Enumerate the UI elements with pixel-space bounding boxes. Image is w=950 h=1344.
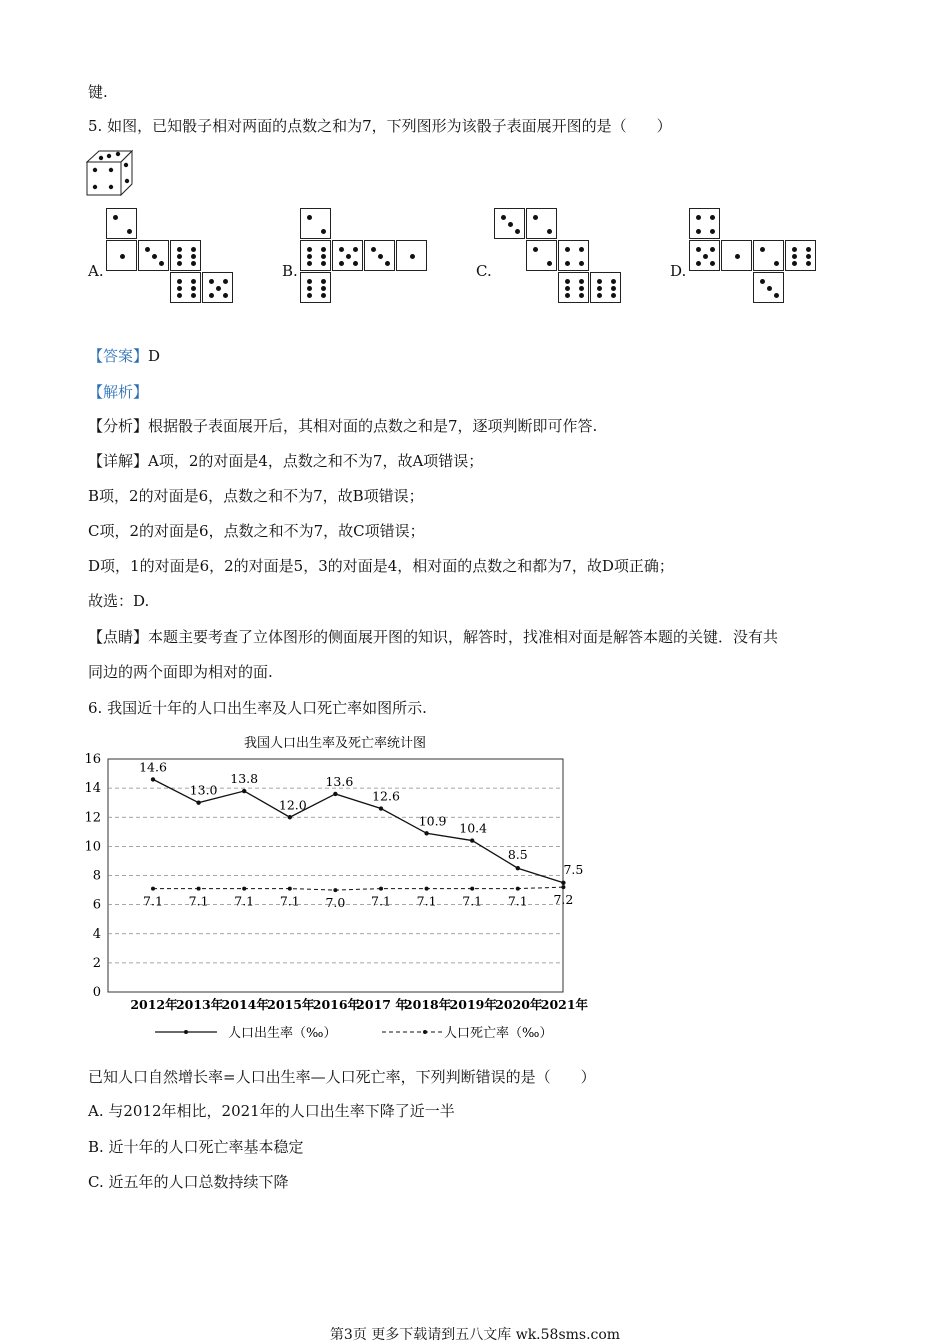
d-line: D项，1的对面是6，2的对面是5，3的对面是4，相对面的点数之和都为7，故D项正确； [88, 557, 674, 575]
page-footer: 第3页 更多下载请到五八文库 wk.58sms.com [329, 1327, 621, 1343]
birth-point [470, 838, 474, 842]
net-face [170, 272, 201, 303]
pip [611, 286, 616, 291]
pip [792, 254, 797, 259]
pip [177, 247, 182, 252]
x-tick-label: 2012年 [130, 997, 178, 1012]
net-face [590, 272, 621, 303]
pip [378, 254, 383, 259]
pip [565, 279, 570, 284]
death-data-label: 7.1 [279, 893, 300, 909]
x-tick-label: 2015年 [267, 997, 315, 1012]
answer-value: D [148, 347, 161, 365]
c-line: C项，2的对面是6，点数之和不为7，故C项错误； [88, 522, 425, 540]
pip [307, 254, 312, 259]
pip [611, 293, 616, 298]
pip [696, 229, 701, 234]
net-face [364, 240, 395, 271]
pip [735, 254, 740, 259]
pip [191, 261, 196, 266]
death-data-label: 7.1 [143, 893, 163, 909]
pip [410, 254, 415, 259]
pip [339, 247, 344, 252]
pip [159, 261, 164, 266]
birth-point [424, 831, 428, 835]
net-face [494, 208, 525, 239]
birth-data-label: 12.0 [278, 797, 307, 813]
birth-point [561, 881, 565, 885]
pip [127, 229, 132, 234]
die-illustration [86, 150, 136, 196]
pip [579, 261, 584, 266]
death-data-label: 7.1 [188, 893, 209, 909]
death-data-label: 7.1 [507, 893, 528, 909]
net-face [106, 240, 137, 271]
pip [321, 293, 326, 298]
pip [565, 293, 570, 298]
pip [501, 215, 506, 220]
legend-death-marker [423, 1030, 427, 1034]
net-face [558, 240, 589, 271]
death-point [561, 885, 565, 889]
y-tick-label: 2 [92, 955, 101, 971]
pip [792, 261, 797, 266]
death-data-label: 7.1 [462, 893, 483, 909]
y-tick-label: 12 [84, 810, 101, 826]
question-6-stem: 已知人口自然增长率=人口出生率—人口死亡率，下列判断错误的是（ ） [88, 1068, 596, 1086]
pip [385, 261, 390, 266]
pip [767, 286, 772, 291]
death-point [288, 887, 292, 891]
fenxi-line: 【分析】根据骰子表面展开后，其相对面的点数之和是7，逐项判断即可作答. [88, 417, 598, 435]
pip [353, 261, 358, 266]
net-face [526, 208, 557, 239]
pip [223, 293, 228, 298]
net-face [396, 240, 427, 271]
pip [321, 254, 326, 259]
x-tick-label: 2016年 [312, 997, 361, 1012]
pip [209, 293, 214, 298]
pip [191, 279, 196, 284]
question-6: 6. 我国近十年的人口出生率及人口死亡率如图所示. [88, 699, 427, 717]
pip [579, 293, 584, 298]
pip [515, 229, 520, 234]
net-face [526, 240, 557, 271]
pip [307, 215, 312, 220]
option-a-label: A. [88, 262, 104, 280]
birth-data-label: 10.4 [459, 820, 488, 836]
guxuan-line: 故选：D. [88, 592, 150, 610]
pip [307, 286, 312, 291]
question-5: 5. 如图，已知骰子相对两面的点数之和为7，下列图形为该骰子表面展开图的是（ ） [88, 117, 672, 135]
net-face [138, 240, 169, 271]
birth-point [151, 777, 155, 781]
dianjing-line-1: 【点睛】本题主要考查了立体图形的侧面展开图的知识，解答时，找准相对面是解答本题的关键．没有共 [88, 628, 779, 646]
pip [191, 247, 196, 252]
option-a: A. 与2012年相比，2021年的人口出生率下降了近一半 [88, 1102, 455, 1120]
pip [177, 254, 182, 259]
birth-data-label: 12.6 [372, 788, 400, 804]
pip [760, 279, 765, 284]
text-line: 键. [88, 83, 108, 101]
population-chart [80, 730, 610, 1050]
pip [792, 247, 797, 252]
x-tick-label: 2018年 [403, 997, 452, 1012]
pip [321, 229, 326, 234]
pip [191, 293, 196, 298]
pip [339, 261, 344, 266]
y-tick-label: 16 [84, 752, 101, 767]
pip [177, 279, 182, 284]
birth-data-label: 13.8 [230, 771, 259, 787]
net-face [753, 272, 784, 303]
y-tick-label: 6 [92, 897, 101, 913]
x-tick-label: 2014年 [221, 997, 269, 1012]
pip [177, 261, 182, 266]
death-data-label: 7.0 [325, 895, 346, 911]
net-face [785, 240, 816, 271]
birth-data-label: 14.6 [139, 759, 167, 775]
net-face [689, 208, 720, 239]
pip [774, 261, 779, 266]
pip [216, 286, 221, 291]
pip [223, 279, 228, 284]
pip [371, 247, 376, 252]
pip [710, 215, 715, 220]
pip [565, 247, 570, 252]
option-c: C. 近五年的人口总数持续下降 [88, 1173, 289, 1191]
legend-birth-label: 人口出生率（‰） [228, 1026, 337, 1041]
pip [177, 293, 182, 298]
pip [774, 293, 779, 298]
net-face [300, 240, 331, 271]
pip [533, 215, 538, 220]
pip [710, 261, 715, 266]
pip [565, 261, 570, 266]
y-tick-label: 14 [84, 781, 101, 797]
pip [597, 279, 602, 284]
pip [611, 279, 616, 284]
net-face [170, 240, 201, 271]
death-point [197, 887, 201, 891]
pip [191, 254, 196, 259]
pip [307, 279, 312, 284]
pip [703, 254, 708, 259]
death-data-label: 7.1 [234, 893, 255, 909]
birth-data-label: 13.0 [189, 782, 218, 798]
pip [346, 254, 351, 259]
birth-data-label: 8.5 [507, 847, 528, 863]
birth-point [516, 866, 520, 870]
pip [597, 286, 602, 291]
death-point [470, 887, 474, 891]
pip [321, 247, 326, 252]
pip [307, 261, 312, 266]
death-point [516, 887, 520, 891]
birth-point [333, 792, 337, 796]
birth-data-label: 10.9 [418, 813, 447, 829]
pip [145, 247, 150, 252]
x-tick-label: 2019年 [449, 997, 497, 1012]
x-tick-label: 2013年 [175, 997, 224, 1012]
net-face [721, 240, 752, 271]
net-face [753, 240, 784, 271]
birth-data-label: 7.5 [563, 861, 584, 877]
pip [710, 229, 715, 234]
answer-tag: 【答案】 [88, 347, 149, 365]
net-face [689, 240, 720, 271]
answer-line [88, 346, 160, 366]
xiangjie-line: 【详解】A项，2的对面是4，点数之和不为7，故A项错误； [88, 452, 484, 470]
b-line: B项，2的对面是6，点数之和不为7，故B项错误； [88, 487, 424, 505]
death-point [151, 887, 155, 891]
pip [547, 229, 552, 234]
birth-data-label: 13.6 [325, 773, 354, 789]
pip [353, 247, 358, 252]
pip [565, 286, 570, 291]
death-point [425, 887, 429, 891]
y-tick-label: 8 [92, 868, 101, 884]
death-data-label: 7.1 [371, 893, 391, 909]
pip [579, 279, 584, 284]
option-b-label: B. [282, 262, 298, 280]
pip [547, 261, 552, 266]
pip [533, 247, 538, 252]
x-tick-label: 2017 年 [356, 997, 408, 1012]
death-data-label: 7.1 [416, 893, 437, 909]
option-b: B. 近十年的人口死亡率基本稳定 [88, 1138, 304, 1156]
pip [508, 222, 513, 227]
analysis-tag: 【解析】 [88, 383, 149, 401]
x-tick-label: 2021年 [540, 997, 589, 1012]
net-face [300, 272, 331, 303]
pip [209, 279, 214, 284]
pip [710, 247, 715, 252]
birth-point [196, 800, 200, 804]
pip [177, 286, 182, 291]
y-tick-label: 10 [84, 839, 101, 855]
death-point [379, 887, 383, 891]
birth-point [242, 789, 246, 793]
legend-birth-marker [184, 1030, 188, 1034]
pip [806, 254, 811, 259]
chart-title: 我国人口出生率及死亡率统计图 [243, 736, 427, 751]
net-face [332, 240, 363, 271]
net-face [300, 208, 331, 239]
net-face [202, 272, 233, 303]
series-line-death [153, 887, 563, 890]
pip [191, 286, 196, 291]
net-face [106, 208, 137, 239]
pip [307, 293, 312, 298]
pip [579, 286, 584, 291]
net-face [558, 272, 589, 303]
pip [321, 261, 326, 266]
pip [696, 247, 701, 252]
option-d-label: D. [670, 262, 687, 280]
pip [321, 286, 326, 291]
pip [806, 247, 811, 252]
birth-point [288, 815, 292, 819]
pip [120, 254, 125, 259]
death-data-label: 7.2 [553, 892, 574, 908]
pip [307, 247, 312, 252]
pip [152, 254, 157, 259]
pip [113, 215, 118, 220]
pip [579, 247, 584, 252]
pip [696, 261, 701, 266]
y-tick-label: 0 [92, 985, 101, 1000]
option-c-label: C. [476, 262, 492, 280]
pip [597, 293, 602, 298]
death-point [242, 887, 246, 891]
pip [696, 215, 701, 220]
birth-point [379, 806, 383, 810]
pip [760, 247, 765, 252]
death-point [333, 888, 337, 892]
pip [806, 261, 811, 266]
dianjing-line-2: 同边的两个面即为相对的面. [88, 663, 273, 681]
pip [321, 279, 326, 284]
legend-death-label: 人口死亡率（‰） [444, 1026, 553, 1041]
y-tick-label: 4 [92, 926, 101, 942]
x-tick-label: 2020年 [495, 997, 543, 1012]
